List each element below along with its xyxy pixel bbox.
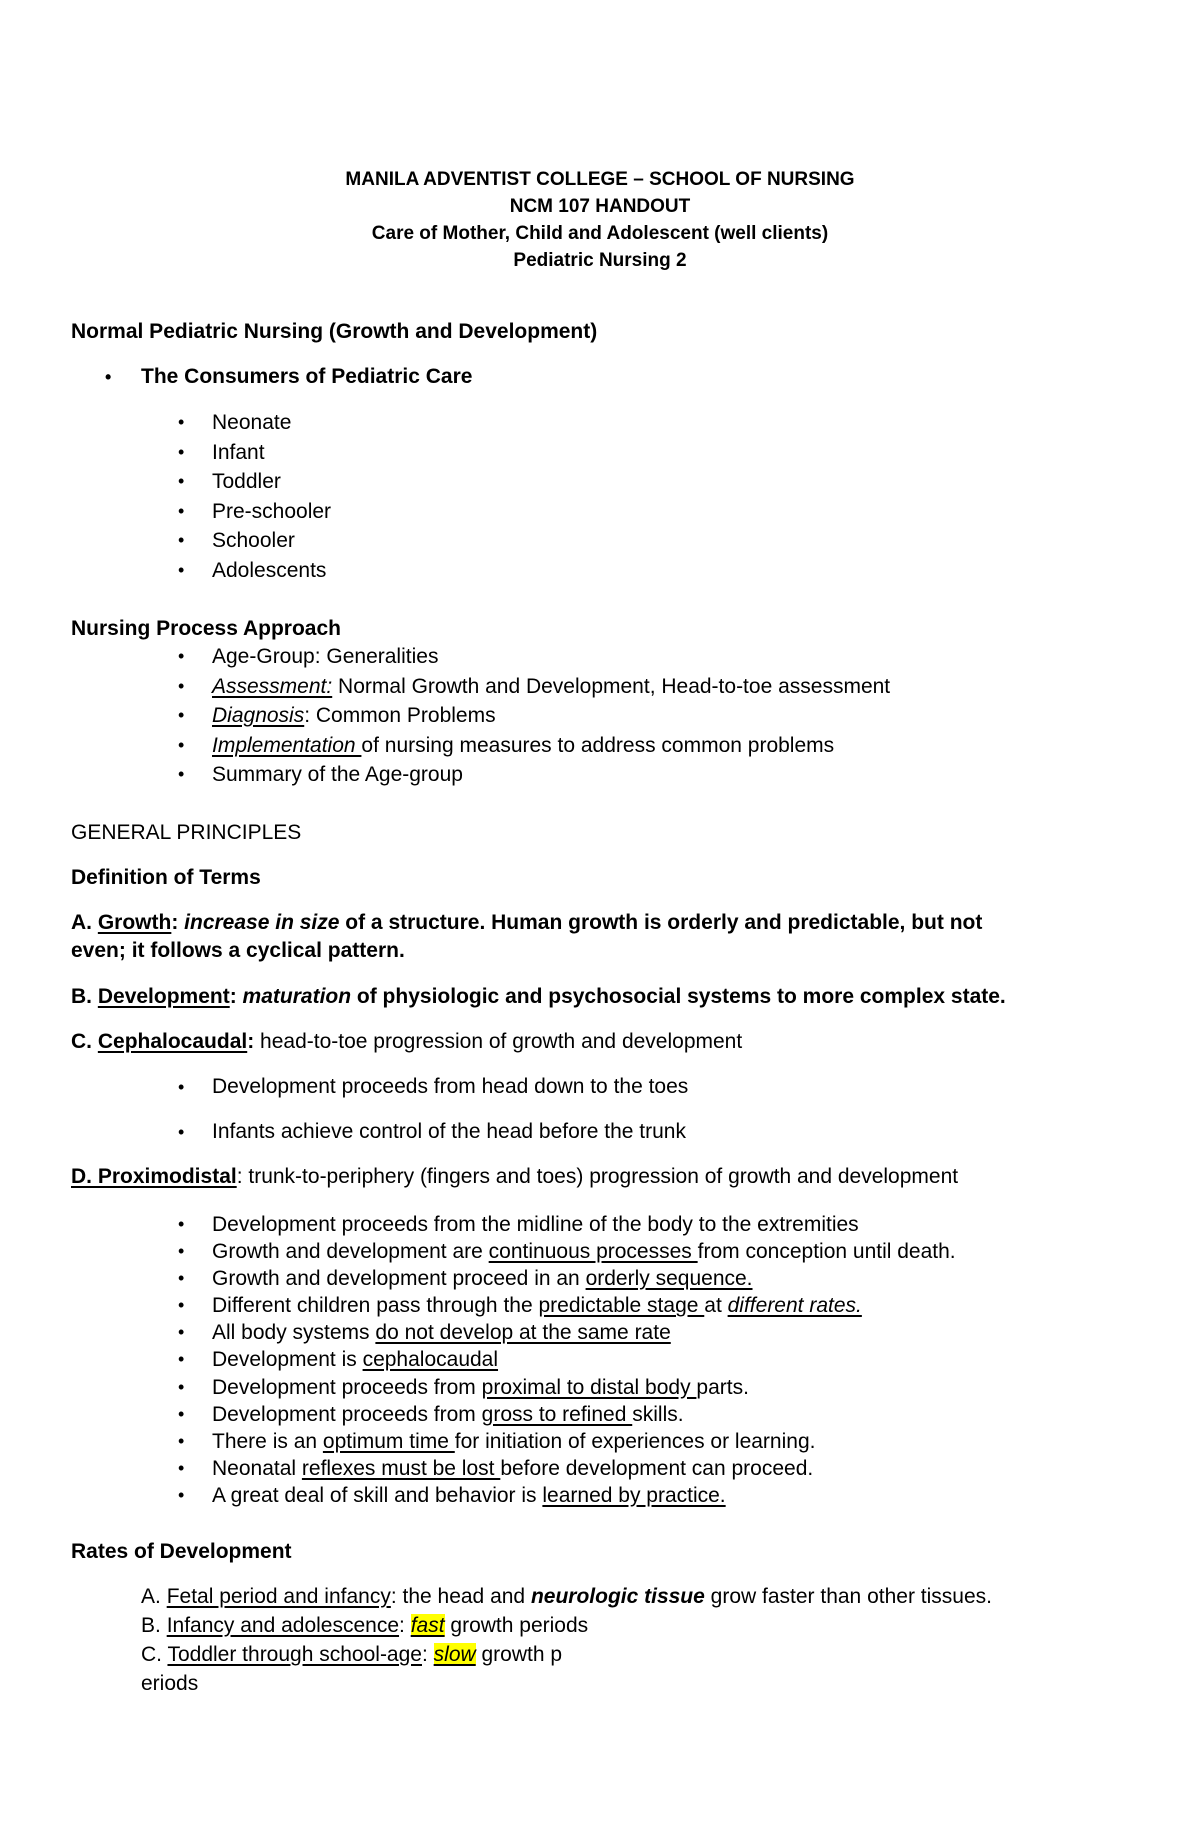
- term-cephalocaudal: Cephalocaudal: [97, 1030, 248, 1053]
- document-header: [0, 166, 1200, 274]
- list-item: • Neonate: [212, 408, 331, 438]
- highlight-fast: fast: [410, 1614, 445, 1637]
- list-item: • Pre-schooler: [212, 497, 331, 527]
- consumers-list: [212, 408, 331, 586]
- rate-toddler-schoolage: C. Toddler through school-age: slow growth p: [141, 1643, 563, 1666]
- list-item: • Development proceeds from proximal to distal body parts.: [212, 1374, 956, 1401]
- list-item: • Growth and development are continuous processes from conception until death.: [212, 1238, 956, 1265]
- list-item: • Development is cephalocaudal: [212, 1346, 956, 1373]
- nursing-process-list: [212, 642, 890, 790]
- course-code: NCM 107 HANDOUT: [509, 196, 691, 217]
- term-growth: Growth: [97, 911, 172, 934]
- term-development: Development: [97, 985, 230, 1008]
- list-item: • Toddler: [212, 467, 331, 497]
- highlight-slow: slow: [433, 1643, 476, 1666]
- general-principles-heading: GENERAL PRINCIPLES: [71, 821, 302, 844]
- definition-title: Definition of Terms: [71, 866, 261, 889]
- growth-definition: A. Growth: increase in size of a structure. Human growth is orderly and predictable, but not: [71, 911, 983, 934]
- nursing-process-title: Nursing Process Approach: [71, 617, 341, 640]
- list-item: • Growth and development proceed in an orderly sequence.: [212, 1265, 956, 1292]
- term-proximodistal: Proximodistal: [92, 1165, 237, 1188]
- list-item: • All body systems do not develop at the same rate: [212, 1319, 956, 1346]
- list-item: • Age-Group: Generalities: [212, 642, 890, 672]
- list-item: • Development proceeds from head down to the toes: [212, 1074, 688, 1119]
- list-item: • Infants achieve control of the head before the trunk: [212, 1119, 688, 1164]
- list-item: • Development proceeds from gross to refined skills.: [212, 1401, 956, 1428]
- principles-list: [212, 1211, 956, 1509]
- section-title: Normal Pediatric Nursing (Growth and Development): [71, 320, 598, 343]
- list-item: • Assessment: Normal Growth and Development, Head-to-toe assessment: [212, 672, 890, 702]
- rate-toddler-schoolage-wrap: eriods: [141, 1672, 199, 1695]
- course-subtitle: Pediatric Nursing 2: [513, 250, 687, 271]
- growth-definition-cont: even; it follows a cyclical pattern.: [71, 939, 405, 962]
- list-item: • Different children pass through the predictable stage at different rates.: [212, 1292, 956, 1319]
- list-item: • A great deal of skill and behavior is learned by practice.: [212, 1482, 956, 1509]
- college-name: MANILA ADVENTIST COLLEGE – SCHOOL OF NURSING: [345, 169, 855, 190]
- cephalocaudal-list: [212, 1074, 688, 1164]
- list-item: • Infant: [212, 438, 331, 468]
- list-item: • Diagnosis: Common Problems: [212, 701, 890, 731]
- list-item: • Neonatal reflexes must be lost before development can proceed.: [212, 1455, 956, 1482]
- bullet-icon: •: [105, 367, 112, 387]
- list-item: • Implementation of nursing measures to address common problems: [212, 731, 890, 761]
- course-title: Care of Mother, Child and Adolescent (well clients): [371, 223, 829, 244]
- proximodistal-definition: D. Proximodistal: trunk-to-periphery (fingers and toes) progression of growth and development: [71, 1165, 959, 1188]
- cephalocaudal-definition: C. Cephalocaudal: head-to-toe progression of growth and development: [71, 1030, 743, 1053]
- rate-infancy-adolescence: B. Infancy and adolescence: fast growth periods: [141, 1614, 589, 1637]
- list-item: • There is an optimum time for initiation of experiences or learning.: [212, 1428, 956, 1455]
- list-item: • Adolescents: [212, 556, 331, 586]
- list-item: • Schooler: [212, 526, 331, 556]
- rate-fetal-infancy: A. Fetal period and infancy: the head and neurologic tissue grow faster than other tissues.: [141, 1585, 992, 1608]
- consumers-title: The Consumers of Pediatric Care: [141, 365, 473, 388]
- consumers-heading: [105, 364, 473, 390]
- rates-title: Rates of Development: [71, 1540, 292, 1563]
- development-definition: B. Development: maturation of physiologic and psychosocial systems to more complex state.: [71, 985, 1006, 1008]
- list-item: • Summary of the Age-group: [212, 760, 890, 790]
- list-item: • Development proceeds from the midline of the body to the extremities: [212, 1211, 956, 1238]
